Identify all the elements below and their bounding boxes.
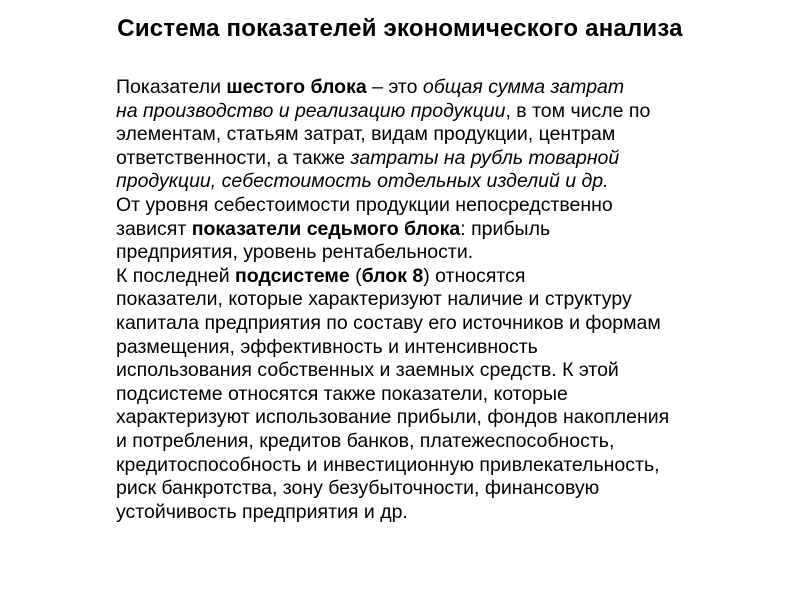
text-line: устойчивость предприятия и др. (116, 500, 408, 523)
text-line: риск банкротства, зону безубыточности, финансовую (116, 477, 600, 500)
text-run: зависят (116, 217, 192, 240)
text-line: предприятия, уровень рентабельности. (116, 241, 474, 264)
text-line (66, 170, 766, 194)
text-run: ( (349, 264, 362, 287)
paragraph-block-7 (66, 194, 766, 265)
emphasis-italic: затраты на рубль товарной (350, 146, 620, 169)
text-run: ) относятся (423, 264, 526, 287)
text-line (66, 100, 766, 124)
text-run: ответственности, а также (116, 146, 351, 169)
emphasis-bold: шестого блока (226, 76, 367, 98)
text-line: характеризуют использование прибыли, фондов накопления (116, 406, 670, 429)
text-line: размещения, эффективность и интенсивность (116, 335, 538, 358)
paragraph-block-8 (66, 265, 766, 525)
text-line (66, 218, 766, 242)
text-line: использования собственных и заемных средств. К этой (116, 359, 619, 382)
text-run: Показатели (116, 76, 227, 98)
text-line: показатели, которые характеризуют наличие и структуру (116, 288, 632, 311)
text-line: и потребления, кредитов банков, платежеспособность, (116, 429, 615, 452)
text-line: элементам, статьям затрат, видам продукции, центрам (116, 123, 616, 146)
text-line: подсистеме относятся также показатели, которые (116, 382, 568, 405)
paragraph-block-6 (66, 76, 766, 194)
emphasis-italic: продукции, себестоимость отдельных изделий и др. (116, 170, 609, 193)
emphasis-italic: общая сумма затрат (422, 76, 625, 98)
emphasis-bold: блок 8 (361, 264, 424, 287)
slide-title: Система показателей экономического анализа (117, 15, 683, 42)
text-line: капитала предприятия по составу его источников и формам (116, 311, 661, 334)
text-run: К последней (116, 264, 236, 287)
emphasis-italic: на производство и реализацию продукции (116, 99, 506, 122)
emphasis-bold: подсистеме (235, 264, 350, 287)
text-line (66, 147, 766, 171)
emphasis-bold: показатели седьмого блока (191, 217, 461, 240)
text-line: От уровня себестоимости продукции непосредственно (116, 193, 613, 216)
text-line (66, 265, 766, 289)
slide-body (66, 76, 766, 524)
text-run: , в том числе по (505, 99, 651, 122)
text-line (66, 76, 766, 100)
text-run: : прибыль (460, 217, 551, 240)
text-run: – это (366, 76, 423, 98)
text-line: кредитоспособность и инвестиционную привлекательность, (116, 453, 660, 476)
